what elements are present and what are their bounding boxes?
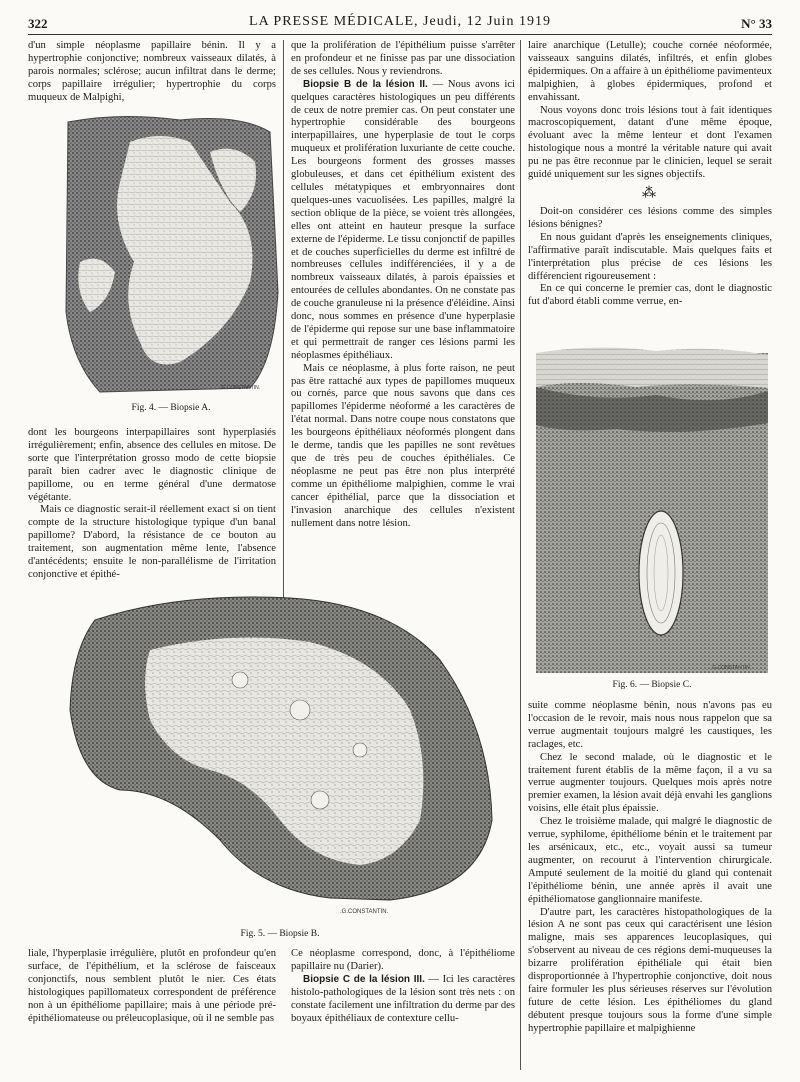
paragraph: En nous guidant d'après les enseignements cliniques, l'affirmative paraît indiscutable. Mais quelques faits et l'interprétation plus précise de ces lésions les différencient rigoureusement :: [528, 231, 772, 282]
histology-illustration-biopsie-b: [60, 590, 500, 920]
paragraph: d'un simple néoplasme papillaire bénin. Il y a hypertrophie conjonctive; nombreux vaisseaux dilatés, à parois normales; sclérose; aucun infiltrat dans le derme; corps papillaire irrégulier; hypertrophie du corps muqueux de Malpighi,: [28, 40, 276, 103]
journal-title: LA PRESSE MÉDICALE, Jeudi, 12 Juin 1919: [249, 14, 551, 29]
issue-number: N° 33: [741, 16, 772, 31]
column-3-top: [528, 40, 772, 309]
column-3-bottom: [528, 700, 772, 1036]
paragraph: Chez le troisième malade, qui malgré le diagnostic de verrue, syphilome, épithéliome bénin et le traitement par les arsénicaux, etc., etc., voyait aussi sa tumeur augmenter, on recourut à l'intervention chirurgicale. Amputé seulement de la moitié du gland qui contenait l'épithéliome bénin, une année après il avait une épithéliomatose ganglionnaire manifeste.: [528, 816, 772, 905]
section-separator: ⁂: [642, 185, 658, 201]
artist-signature: .G.CONSTANTIN.: [220, 385, 261, 391]
artist-signature: .G.CONSTANTIN.: [711, 665, 752, 671]
column-divider: [520, 40, 521, 1070]
figure-5: [60, 590, 500, 920]
paragraph: dont les bourgeons interpapillaires sont hyperplasiés irrégulièrement; enfin, absence des cellules en mitose. De sorte que l'interprétation grosso modo de cette biopsie paraît bien cadrer avec le diagnostic clinique de papillome, ou en terme général d'une dermatose végétante.: [28, 427, 276, 503]
paragraph: Doit-on considérer ces lésions comme des simples lésions bénignes?: [528, 205, 772, 230]
paragraph: Chez le second malade, où le diagnostic et le traitement furent établis de la même façon, il a vu sa verrue augmenter toujours. Quelques mois après notre premier examen, la lésion avait déjà envahi les ganglions voisins, elle était plus épaissie.: [528, 751, 772, 815]
figure-5-caption: Fig. 5. — Biopsie B.: [240, 929, 320, 939]
page-header: [28, 14, 772, 32]
page-number: 322: [28, 16, 48, 31]
histology-illustration-biopsie-c: [536, 343, 768, 673]
paragraph: suite comme néoplasme bénin, nous n'avons pas eu l'occasion de le revoir, mais nous nous rappelon que sa verrue augmentait toujours malgré les caustiques, les raclages, etc.: [528, 700, 772, 750]
figure-4: [60, 112, 282, 396]
figure-4-caption: Fig. 4. — Biopsie A.: [131, 403, 211, 413]
figure-6: [536, 343, 768, 673]
paragraph-text: — Nous avons ici quelques caractères histologiques un peu différents de ceux de notre premier cas. On peut constater une hypertrophie considérable des bourgeons interpapillaires, une hyperplasie de tout le corps muqueux et prolifération luxuriante de cette couche. Les bourgeons forment des grosses masses globuleuses, et dans cet épithélium existent des cellules métatypiques et embryonnaires dont quelques-unes vacuolisées. Les papilles, malgré la section oblique de la pièce, se voient très allongées, elles ont atteint en hauteur presque la surface externe de l'épiderme. Le tissu conjonctif de papilles et de couches superficielles du derme est infiltré de nombreuses cellules indifférenciées, il y a de nombreux vaisseaux dilatés, à parois épaissies et entourées de cellules abondantes. On ne constate pas de couche granuleuse ni la présence d'éléidine. Ainsi donc, nous sommes en présence d'une hyperplasie de l'épiderme qui repose sur une base inflammatoire et qui permettrait de ranger ces lésions parmi les néoplasmes épithéliaux.: [291, 78, 515, 361]
column-divider: [283, 40, 284, 605]
figure-6-caption: Fig. 6. — Biopsie C.: [612, 680, 692, 690]
paragraph: [291, 79, 515, 363]
paragraph: liale, l'hyperplasie irrégulière, plutôt en profondeur qu'en surface, de l'épithélium, et la sclérose de faisceaux conjonctifs, nous semblent plutôt le nier. Ces états histologiques papillomateux correspondent de préférence non à un épithéliome papillaire; mais à une période pré-épithéliomateuse ou préleucoplasique, où il ne semble pas: [28, 948, 276, 1024]
column-2-top: [291, 40, 515, 530]
section-heading: Biopsie B de la lésion II.: [303, 78, 428, 90]
paragraph: [291, 974, 515, 1026]
paragraph: En ce qui concerne le premier cas, dont le diagnostic fut d'abord établi comme verrue, en-: [528, 283, 772, 308]
histology-illustration-biopsie-a: [60, 112, 282, 396]
paragraph: Ce néoplasme correspond, donc, à l'épithéliome papillaire nu (Darier).: [291, 948, 515, 972]
paragraph: D'autre part, les caractères histopathologiques de la lésion A ne sont pas ceux qui caractérisent une lésion maligne, mais ses apparences leucoplasiques, qui s'observent au niveau de ces régions demi-muqueuses la bizarre prolifération épithéliale qui était bien disproportionnée à l'hypertrophie conjonctive, doit nous faire formuler les plus sérieuses réserves sur l'évolution future de cette lésion. Les épithéliomes du gland débutent presque toujours sous la forme d'une simple hypertrophie papillaire et malpighienne: [528, 906, 772, 1034]
paragraph: que la prolifération de l'épithélium puisse s'arrêter en profondeur et ne finisse pas par une dissociation de ses cellules. Nous y reviendrons.: [291, 40, 515, 77]
paragraph: Nous voyons donc trois lésions tout à fait identiques macroscopiquement, datant d'une même époque, évoluant avec la même lenteur et dont l'examen histologique nous a montré la véritable nature qui avait pu ne pas être reconnue par le clinicien, lequel se serait guidé uniquement sur les signes objectifs.: [528, 104, 772, 181]
column-1-bottom: [28, 948, 276, 1025]
paragraph: Mais ce néoplasme, à plus forte raison, ne peut pas être rattaché aux types de papillomes muqueux ou cornés, parce que nous savons que dans ces papillomes l'épiderme néoformé a les caractères de l'état normal. Dans notre coupe nous constatons que les bourgeons épithéliaux néoformés plongent dans le derme, tandis que les papilles ne sont revêtues que de très peu de couches épithéliales. Ce néoplasme ne peut pas être non plus interprété comme un épithéliome malpighien, comme le vrai cancer épithélial, parce que la dissociation et l'invasion anarchique des cellules n'existent nullement dans notre lésion.: [291, 362, 515, 529]
paragraph: laire anarchique (Letulle); couche cornée néoformée, vaisseaux sanguins dilatés, infiltrés, et enfin globes épidermiques. On a affaire à un épithéliome pavimenteux malpighien, à globes épidermiques, profond et envahissant.: [528, 40, 772, 103]
column-1-top: [28, 40, 276, 105]
column-2-bottom: [291, 948, 515, 1025]
header-rule: [28, 34, 772, 35]
column-1-mid: [28, 427, 276, 582]
paragraph-text: — Ici les caractères histolo-pathologiques de la lésion sont très nets : on constate facilement une infiltration du derme par des boyaux épithéliaux de contexture cellu-: [291, 973, 515, 1024]
section-heading: Biopsie C de la lésion III.: [303, 973, 425, 985]
artist-signature: .G.CONSTANTIN.: [340, 909, 389, 915]
paragraph: Mais ce diagnostic serait-il réellement exact si on tient compte de la structure histologique typique d'un banal papillome? D'abord, la résistance de ce bouton au traitement, son augmentation même lente, l'absence d'antécédents; ensuite le non-parallélisme de l'irritation conjonctive et épithé-: [28, 504, 276, 580]
